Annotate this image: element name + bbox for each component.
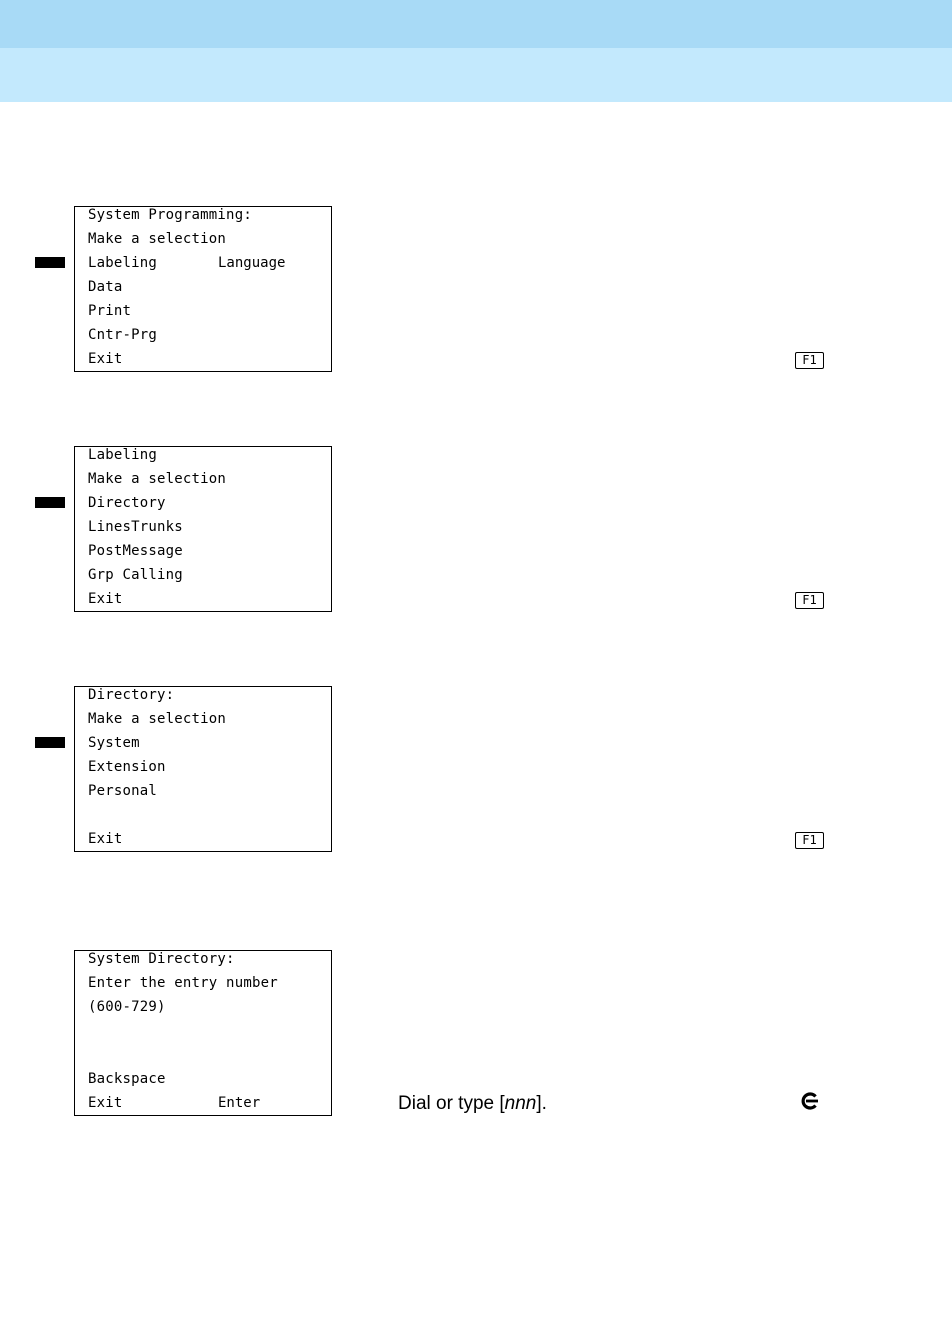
screen-option-extension[interactable]: Extension: [88, 759, 166, 775]
screen-option-backspace[interactable]: Backspace: [88, 1071, 166, 1087]
screen-option-directory[interactable]: Directory: [88, 495, 166, 511]
screen-option-language[interactable]: Language: [218, 255, 286, 271]
display-screen-system-programming: [74, 206, 332, 372]
f1-key-icon: F1: [795, 592, 824, 609]
f1-key-icon: F1: [795, 832, 824, 849]
screen-option-print[interactable]: Print: [88, 303, 132, 319]
screen-line: Directory:: [88, 687, 175, 703]
screen-line: Make a selection: [88, 231, 227, 247]
screen-line: Make a selection: [88, 711, 227, 727]
screen-option-exit[interactable]: Exit: [88, 831, 123, 847]
screen-line-range: (600-729): [88, 999, 166, 1015]
screen-option-enter[interactable]: Enter: [218, 1095, 261, 1111]
enter-key-icon: [800, 1091, 820, 1111]
screen-option-data[interactable]: Data: [88, 279, 123, 295]
selected-line-marker: [35, 497, 65, 508]
display-screen-labeling: [74, 446, 332, 612]
header-band-bottom: [0, 48, 952, 102]
instruction-prefix: Dial or type [: [398, 1093, 505, 1114]
screen-option-grp-calling[interactable]: Grp Calling: [88, 567, 183, 583]
display-screen-system-directory: [74, 950, 332, 1116]
selected-line-marker: [35, 737, 65, 748]
screen-option-cntr-prg[interactable]: Cntr-Prg: [88, 327, 158, 343]
selected-line-marker: [35, 257, 65, 268]
screen-option-personal[interactable]: Personal: [88, 783, 158, 799]
f1-key-icon: F1: [795, 352, 824, 369]
dial-instruction: [398, 1092, 547, 1116]
header-band-top: [0, 0, 952, 48]
screen-line: System Directory:: [88, 951, 235, 967]
screen-line: Enter the entry number: [88, 975, 278, 991]
instruction-suffix: ].: [536, 1093, 547, 1114]
instruction-variable: nnn: [504, 1093, 537, 1114]
screen-option-labeling[interactable]: Labeling: [88, 255, 158, 271]
screen-line: Make a selection: [88, 471, 227, 487]
screen-option-exit[interactable]: Exit: [88, 1095, 123, 1111]
screen-option-exit[interactable]: Exit: [88, 591, 123, 607]
screen-line: System Programming:: [88, 207, 252, 223]
screen-option-system[interactable]: System: [88, 735, 140, 751]
display-screen-directory: [74, 686, 332, 852]
screen-option-postmessage[interactable]: PostMessage: [88, 543, 183, 559]
screen-option-linestrunks[interactable]: LinesTrunks: [88, 519, 183, 535]
screen-line: Labeling: [88, 447, 158, 463]
screen-option-exit[interactable]: Exit: [88, 351, 123, 367]
